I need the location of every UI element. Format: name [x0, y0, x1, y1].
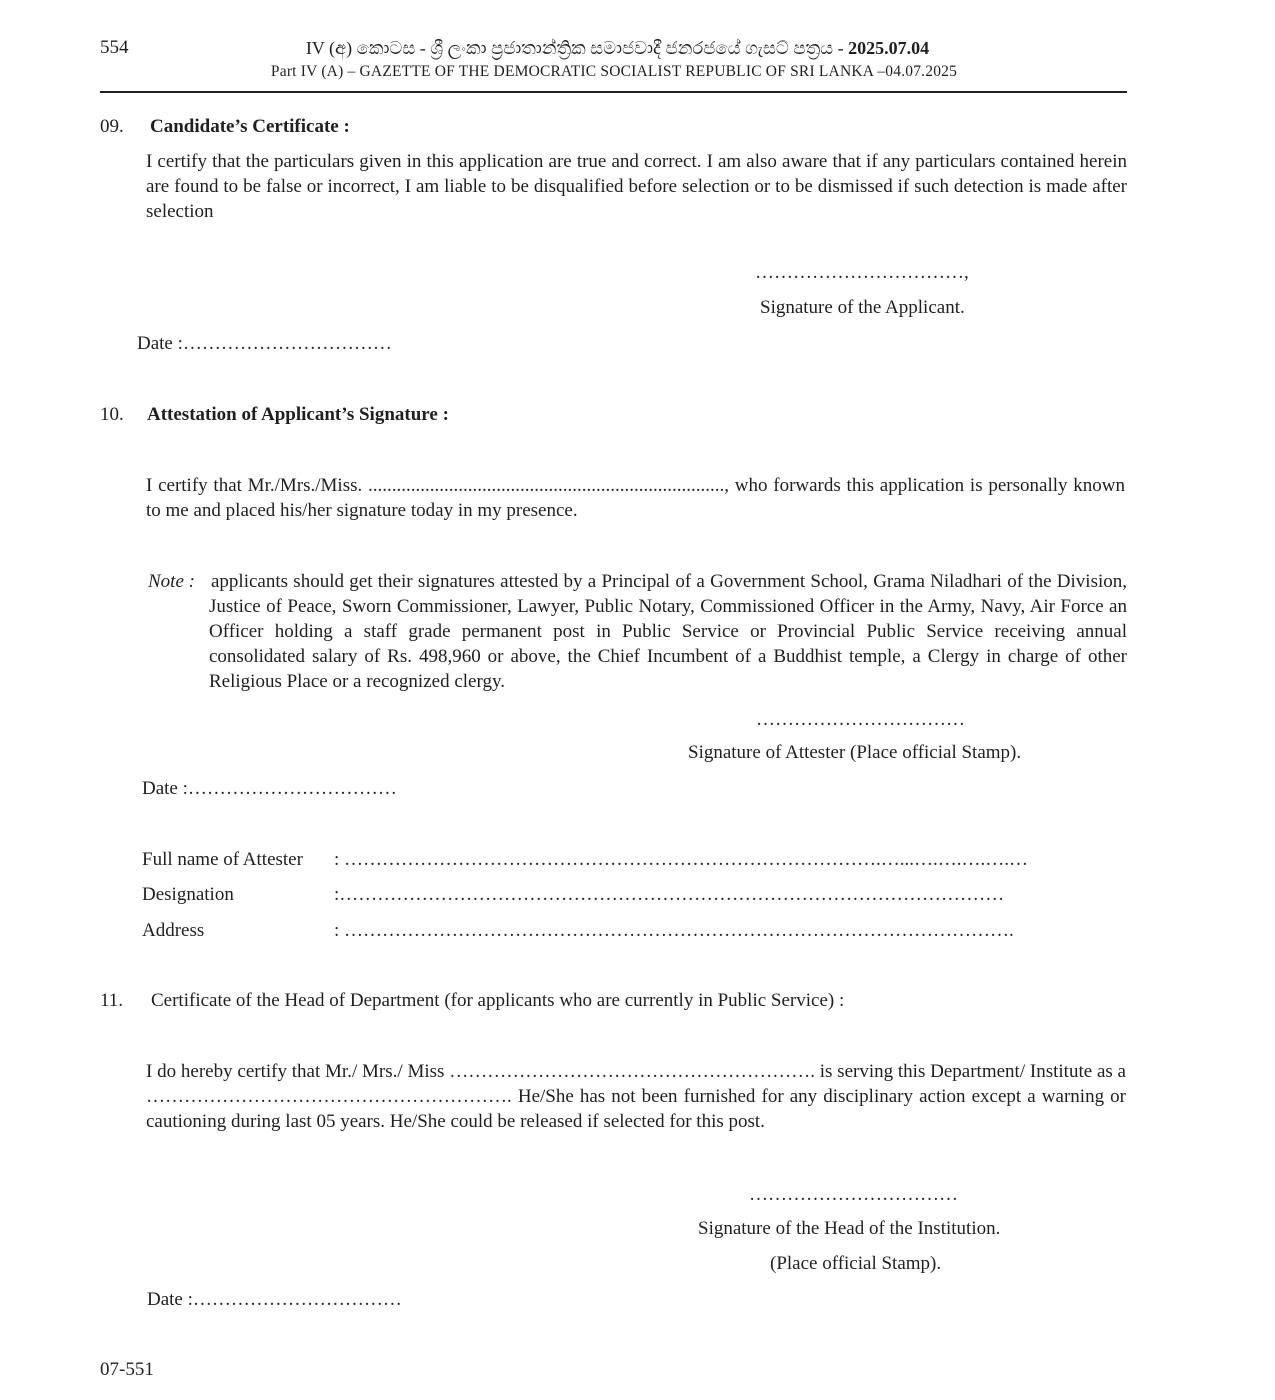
- section-11-body: I do hereby certify that Mr./ Mrs./ Miss …………………………………………………. is serving this Department/ Institute as a …………………………………………………. He/She has not been furnished for any disciplinary action except a warning or cautioning during last 05 years. He/She could be released if selected for this post.: [146, 1061, 1126, 1132]
- section-11-date-line: Date :……………………………: [147, 1289, 402, 1310]
- head-signature-label: Signature of the Head of the Institution.: [698, 1218, 1001, 1239]
- section-10-title: Attestation of Applicant’s Signature :: [147, 404, 449, 425]
- header-rule: [100, 91, 1127, 93]
- head-signature-line: ……………………………: [749, 1184, 958, 1205]
- attester-address-field: : …………………………………………………………………………………………….: [334, 920, 1014, 941]
- section-09-body: I certify that the particulars given in this application are true and correct. I am also aware that if any particulars contained herein are found to be false or incorrect, I am liable to be disqualified before selection or to be dismissed if such detection is made after selection: [146, 151, 1127, 222]
- attester-designation-field: :……………………………………………………………………………………………: [334, 884, 1005, 905]
- attester-fullname-field: : ………………………………………………………………………….…...….….….….…: [334, 849, 1029, 870]
- header-sinhala-title: [255, 36, 980, 61]
- section-10-body: I certify that Mr./Mrs./Miss. ..........................................................................., who forwards this application is personally known to me and placed his/her signature today in my presence.: [146, 475, 1125, 521]
- applicant-signature-line: ……………………………,: [755, 262, 969, 283]
- note-text: applicants should get their signatures attested by a Principal of a Government School, Grama Niladhari of the Division, Justice of Peace, Sworn Commissioner, Lawyer, Public Notary, Commissioned Officer in the Army, Navy, Air Force an Officer holding a staff grade permanent post in Public Service or Provincial Public Service receiving annual consolidated salary of Rs. 498,960 or above, the Chief Incumbent of a Buddhist temple, a Clergy in charge of other Religious Place or a recognized clergy.: [209, 571, 1127, 692]
- section-11-number: 11.: [100, 990, 124, 1011]
- section-09-title: Candidate’s Certificate :: [150, 116, 350, 137]
- header-sinhala-text: IV (අ) කොටස - ශ්‍රී ලංකා ප්‍රජාතාන්ත්‍රික සමාජවාදී ජනරජයේ ගැසට් පත්‍රය -: [305, 38, 844, 58]
- section-10-number: 10.: [100, 404, 124, 425]
- note-label: Note :: [148, 571, 195, 592]
- attester-signature-label: Signature of Attester (Place official Stamp).: [688, 742, 1022, 763]
- attester-signature-line: ……………………………: [756, 709, 965, 730]
- footer-code: 07-551: [100, 1359, 154, 1380]
- page-number: 554: [100, 37, 129, 58]
- head-stamp-label: (Place official Stamp).: [770, 1253, 942, 1274]
- section-09-date-line: Date :……………………………: [137, 333, 392, 354]
- section-11-title: Certificate of the Head of Department (for applicants who are currently in Public Service) :: [151, 990, 845, 1011]
- applicant-signature-label: Signature of the Applicant.: [760, 297, 965, 318]
- header-date: 2025.07.04: [848, 38, 930, 58]
- attester-address-label: Address: [142, 920, 205, 941]
- attester-fullname-label: Full name of Attester: [142, 849, 303, 870]
- note-body: [209, 569, 1127, 694]
- header-english-title: Part IV (A) – GAZETTE OF THE DEMOCRATIC SOCIALIST REPUBLIC OF SRI LANKA –04.07.2025: [270, 63, 958, 80]
- section-10-date-line: Date :……………………………: [142, 778, 397, 799]
- attester-designation-label: Designation: [142, 884, 234, 905]
- section-09-number: 09.: [100, 116, 124, 137]
